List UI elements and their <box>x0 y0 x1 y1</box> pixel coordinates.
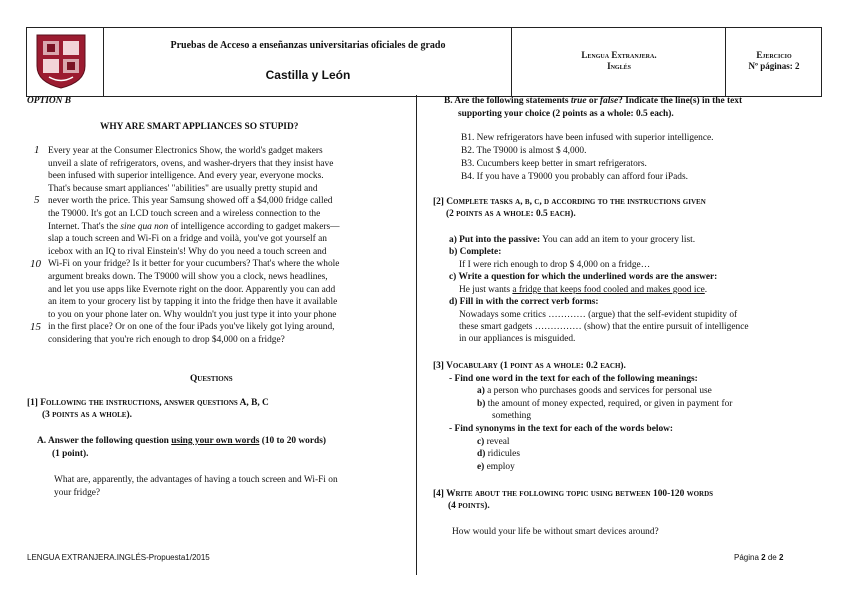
vocab-b-text2: something <box>492 411 532 421</box>
page-prefix: Página <box>734 553 762 562</box>
true-word: true <box>570 96 587 106</box>
question-a <box>37 435 326 447</box>
article-line: icebox with an IQ to rival Einstein's! Why do you need a touch screen and <box>48 246 327 257</box>
article-line: in the first place? Or on one of the four iPads you've likely got lying around, <box>48 322 335 333</box>
vocab-a-text: a person who purchases goods and services for personal use <box>487 386 712 396</box>
false-word: false <box>599 96 619 106</box>
vocab-a-label: a) <box>477 386 485 396</box>
subject-line2: Inglés <box>607 61 631 71</box>
exam-title-cell <box>103 28 512 96</box>
question-b-line2: supporting your choice (2 points as a whole: 0.5 each). <box>458 109 674 119</box>
article-line: That's because smart appliances' "abilities" are usually pretty stupid and <box>48 183 318 194</box>
article-line: to you on your phone later on. Why wouldn't you just type it into your phone <box>48 309 337 320</box>
subject-line1: Lengua Extranjera. <box>581 50 657 60</box>
task-2c-prefix: He just wants <box>459 285 513 295</box>
task-2d-line3: in our appliances is misguided. <box>459 334 576 344</box>
question-4-points: (4 points). <box>448 501 490 511</box>
question-b-part2: ? Indicate the line(s) in the text <box>618 96 743 106</box>
region-name: Castilla y León <box>265 68 351 82</box>
question-4-topic: How would your life be without smart devices around? <box>452 527 659 537</box>
statement-b4: B4. If you have a T9000 you probably can afford four iPads. <box>461 172 688 182</box>
article-line: unveil a slate of refrigerators, ovens, and washer-dryers that they insist have <box>48 158 334 169</box>
vocab-e-text: employ <box>486 462 515 472</box>
statement-b1: B1. New refrigerators have been infused with superior intelligence. <box>461 133 714 143</box>
vocab-e <box>477 461 515 473</box>
article-title: WHY ARE SMART APPLIANCES SO STUPID? <box>100 122 299 132</box>
task-2c-suffix: . <box>704 285 708 295</box>
vocab-find-synonyms: - Find synonyms in the text for each of the words below: <box>449 424 674 434</box>
questions-heading: Questions <box>190 374 233 384</box>
university-seal-icon <box>33 32 89 90</box>
article-line-7-end: of intelligence according to gadget makers— <box>170 221 340 232</box>
vocab-b-text: the amount of money expected, required, or given in payment for <box>487 399 733 409</box>
column-divider <box>416 95 417 575</box>
exercise-label: Ejercicio <box>756 50 792 60</box>
task-2a <box>449 234 695 246</box>
question-2-heading: [2] Complete tasks a, b, c, d according to the instructions given <box>433 197 706 207</box>
vocab-d-text: ridicules <box>487 449 520 459</box>
article-line: never worth the price. This year Samsung showed off a $4,000 fridge called <box>48 196 333 207</box>
vocab-b-label: b) <box>477 399 486 409</box>
line-number-1: 1 <box>34 144 40 156</box>
question-2-points: (2 points as a whole: 0.5 each). <box>446 209 576 219</box>
vocab-find-word: - Find one word in the text for each of the following meanings: <box>449 374 698 384</box>
article-line: Wi-Fi on your fridge? Is it better for your cucumbers? That's where the whole <box>48 259 340 270</box>
header-table <box>26 27 822 97</box>
task-2c-underlined: a fridge that keeps food cooled and makes good ice <box>512 285 705 295</box>
latin-phrase: sine qua non <box>120 221 169 232</box>
question-b-part1: B. Are the following statements <box>444 96 571 106</box>
article-line: the T9000. It's got an LCD touch screen and a wireless connection to the <box>48 208 321 219</box>
article-line-7 <box>48 221 398 234</box>
article-paragraph <box>48 145 398 347</box>
option-label: OPTION B <box>27 96 72 106</box>
page-total: 2 <box>778 553 784 562</box>
vocab-b <box>477 398 732 410</box>
question-a-prefix: A. Answer the following question <box>37 436 172 446</box>
question-4-heading: [4] Write about the following topic using between 100-120 words <box>433 489 714 499</box>
line-number-5: 5 <box>34 194 40 206</box>
question-a-text-line1: What are, apparently, the advantages of having a touch screen and Wi-Fi on <box>54 475 338 485</box>
task-2d-line2: these smart gadgets …………… (show) that the entire pursuit of intelligence <box>459 322 749 332</box>
page-of: de <box>765 553 779 562</box>
task-2b-label: b) Complete: <box>449 247 502 257</box>
subject-cell <box>511 28 726 96</box>
question-3-heading: [3] Vocabulary (1 point as a whole: 0.2 each). <box>433 361 626 371</box>
task-2d-line1: Nowadays some critics ………… (argue) that the self-evident stupidity of <box>459 310 738 320</box>
task-2a-text: You can add an item to your grocery list. <box>540 235 696 245</box>
question-a-points: (1 point). <box>52 449 89 459</box>
vocab-e-label: e) <box>477 462 485 472</box>
question-b-or: or <box>586 96 600 106</box>
line-number-10: 10 <box>30 258 41 270</box>
vocab-d <box>477 448 520 460</box>
question-a-underlined: using your own words <box>171 436 260 446</box>
line-number-15: 15 <box>30 321 41 333</box>
question-a-suffix: (10 to 20 words) <box>259 436 327 446</box>
logo-cell <box>27 28 103 96</box>
question-b-heading <box>444 95 742 107</box>
article-line: argument breaks down. The T9000 will show you a clock, news headlines, <box>48 271 328 282</box>
task-2d-label: d) Fill in with the correct verb forms: <box>449 297 599 307</box>
vocab-c <box>477 436 510 448</box>
task-2c-text <box>459 284 707 296</box>
page-number: 2 <box>761 553 766 562</box>
article-line-7-start: Internet. That's the <box>48 221 118 232</box>
article-line: been infused with superior intelligence. And every year, everyone mocks. <box>48 171 324 182</box>
task-2c-label: c) Write a question for which the underlined words are the answer: <box>449 272 718 282</box>
vocab-c-text: reveal <box>486 437 510 447</box>
question-1-heading: [1] Following the instructions, answer questions A, B, C <box>27 398 269 408</box>
article-line: Every year at the Consumer Electronics Show, the world's gadget makers <box>48 146 323 156</box>
article-line: an item to your grocery list by tapping it into the fridge then have it available <box>48 297 338 308</box>
page-indicator <box>734 553 783 562</box>
question-a-text-line2: your fridge? <box>54 488 101 498</box>
question-1-points: (3 points as a whole). <box>42 410 132 420</box>
footer-left: LENGUA EXTRANJERA.INGLÉS-Propuesta1/2015 <box>27 553 210 562</box>
vocab-a <box>477 385 712 397</box>
statement-b2: B2. The T9000 is almost $ 4,000. <box>461 146 587 156</box>
task-2b-text: If I were rich enough to drop $ 4,000 on a fridge… <box>459 260 651 270</box>
vocab-d-label: d) <box>477 449 486 459</box>
exam-title: Pruebas de Acceso a enseñanzas universitarias oficiales de grado <box>170 40 446 51</box>
vocab-c-label: c) <box>477 437 485 447</box>
article-line: and let you use apps like Evernote right on the door. Apparently you can add <box>48 284 336 295</box>
exercise-cell <box>725 28 822 96</box>
page-count-label: Nº páginas: 2 <box>748 61 800 71</box>
article-line: considering that you're rich enough to drop $4,000 on a fridge? <box>48 334 285 345</box>
statement-b3: B3. Cucumbers keep better in smart refrigerators. <box>461 159 647 169</box>
task-2a-label: a) Put into the passive: <box>449 235 541 245</box>
article-line: slap a touch screen and Wi-Fi on a fridge and voilà, you've got yourself an <box>48 234 327 245</box>
